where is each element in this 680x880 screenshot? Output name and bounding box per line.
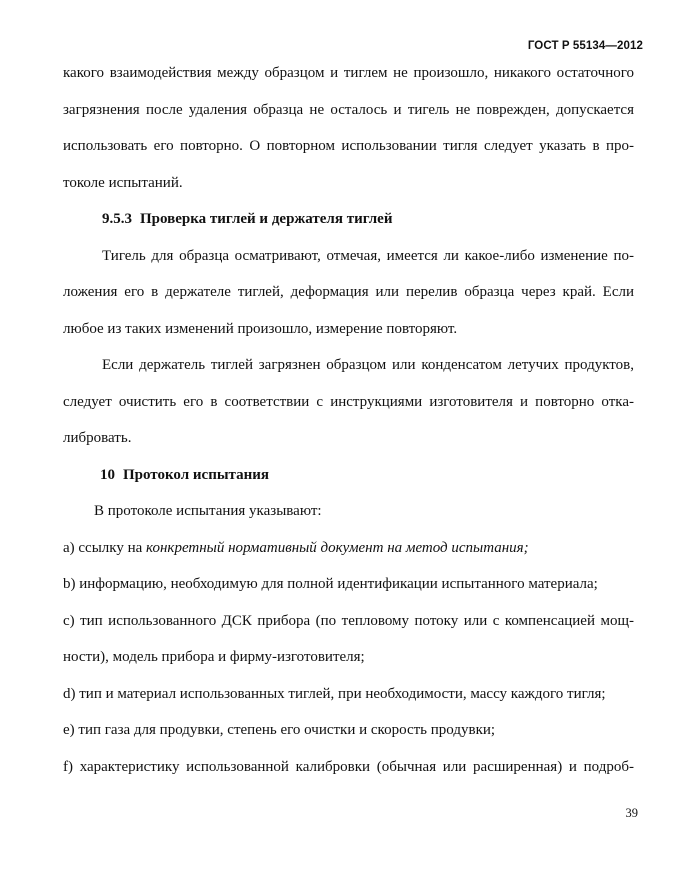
text-line: любое из таких изменений произошло, измерение повторяют.	[63, 320, 458, 337]
list-item-f: f) характеристику использованной калибровки (обычная или расширенная) и подроб-	[63, 758, 634, 775]
text-line: токоле испытаний.	[63, 174, 183, 191]
text-line: Если держатель тиглей загрязнен образцом или конденсатом летучих продуктов,	[102, 357, 634, 373]
text-line: использовать его повторно. О повторном использовании тигля следует указать в про-	[63, 138, 634, 154]
document-header: ГОСТ Р 55134—2012	[527, 40, 643, 52]
text-line: В протоколе испытания указывают:	[94, 503, 322, 519]
section-number: 9.5.3	[102, 211, 132, 227]
list-item-d: d) тип и материал использованных тиглей, при необходимости, массу каждого тигля;	[63, 685, 606, 702]
list-item-e: e) тип газа для продувки, степень его очистки и скорость продувки;	[63, 722, 496, 738]
text-line: загрязнения после удаления образца не осталось и тигель не поврежден, допускается	[63, 101, 634, 118]
section-number: 10	[100, 466, 115, 483]
section-title: Проверка тиглей и держателя тиглей	[140, 211, 393, 227]
list-item-text: a) ссылку на	[63, 539, 147, 556]
text-line: ложения его в держателе тиглей, деформация или перелив образца через край. Если	[63, 284, 634, 300]
list-item-b: b) информацию, необходимую для полной идентификации испытанного материала;	[63, 576, 598, 592]
section-title: Протокол испытания	[123, 466, 270, 483]
text-line: следует очистить его в соответствии с инструкциями изготовителя и повторно отка-	[63, 393, 634, 410]
list-item-italic-text: конкретный нормативный документ на метод испытания;	[146, 539, 529, 556]
section-heading-9-5-3	[63, 209, 634, 246]
list-item-c-continuation: ности), модель прибора и фирму-изготовителя;	[63, 649, 365, 665]
text-line: какого взаимодействия между образцом и тиглем не произошло, никакого остаточного	[63, 65, 634, 81]
section-heading-10	[63, 465, 634, 502]
text-line: Тигель для образца осматривают, отмечая, имеется ли какое-либо изменение по-	[102, 247, 634, 264]
list-item-a	[63, 538, 634, 575]
text-line: либровать.	[63, 430, 132, 446]
list-item-c: c) тип использованного ДСК прибора (по тепловому потоку или с компенсацией мощ-	[63, 612, 634, 629]
page-number: 39	[625, 806, 638, 820]
page-body	[63, 63, 634, 793]
